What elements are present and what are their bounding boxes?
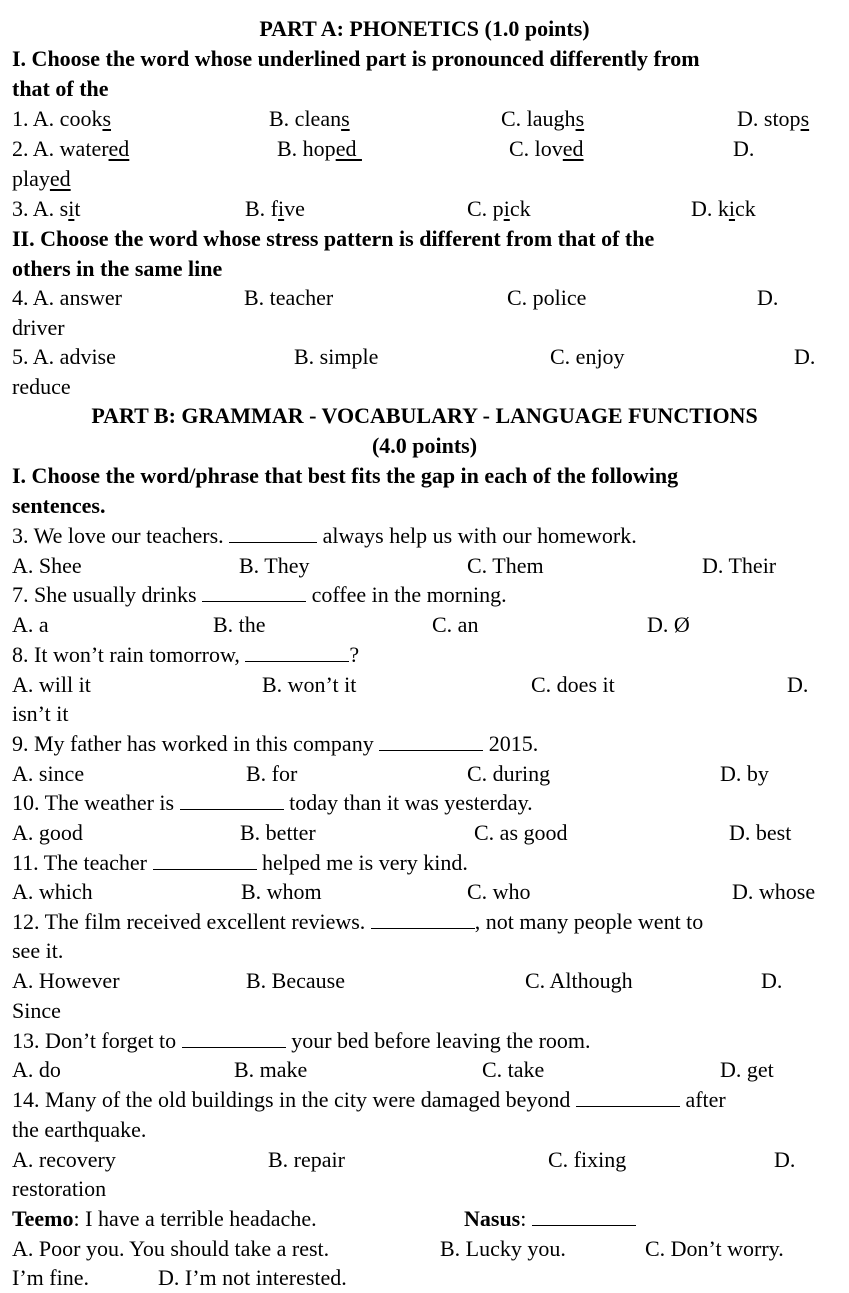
question-7-stem: 7. She usually drinks coffee in the morning. bbox=[12, 582, 507, 607]
q5-option-d[interactable]: D. bbox=[794, 344, 816, 369]
question-11-options bbox=[12, 877, 841, 907]
q9-option-a[interactable]: A. since bbox=[12, 761, 85, 786]
q5-option-d-cont: reduce bbox=[12, 374, 71, 399]
answer-gap[interactable] bbox=[245, 641, 349, 662]
q15-option-c-cont: I’m fine. bbox=[12, 1265, 89, 1290]
answer-gap[interactable] bbox=[371, 908, 475, 929]
answer-gap[interactable] bbox=[576, 1086, 680, 1107]
q7-option-a[interactable]: A. a bbox=[12, 612, 49, 637]
q7-option-b[interactable]: B. the bbox=[213, 612, 266, 637]
q1-option-c[interactable]: C. laughs bbox=[501, 106, 585, 131]
answer-gap[interactable] bbox=[153, 849, 257, 870]
question-15-stem bbox=[12, 1204, 841, 1234]
part-b-section1-instruction: I. Choose the word/phrase that best fits the gap in each of the following bbox=[12, 463, 679, 488]
q2-option-b[interactable]: B. hoped bbox=[277, 136, 362, 161]
q2-option-a[interactable]: 2. A. watered bbox=[12, 136, 130, 161]
q10-option-b[interactable]: B. better bbox=[240, 820, 316, 845]
q14-option-d[interactable]: D. bbox=[774, 1147, 796, 1172]
question-7-options bbox=[12, 610, 841, 640]
q11-option-c[interactable]: C. who bbox=[467, 879, 531, 904]
q11-option-b[interactable]: B. whom bbox=[241, 879, 322, 904]
q8-option-a[interactable]: A. will it bbox=[12, 672, 91, 697]
part-b-section1-instruction-cont: sentences. bbox=[12, 493, 106, 518]
question-6-stem: 3. We love our teachers. always help us with our homework. bbox=[12, 523, 637, 548]
question-14-stem-cont: the earthquake. bbox=[12, 1117, 147, 1142]
answer-gap[interactable] bbox=[180, 789, 284, 810]
q14-option-a[interactable]: A. recovery bbox=[12, 1147, 116, 1172]
question-12-options bbox=[12, 966, 841, 996]
question-15-options-cont bbox=[12, 1263, 841, 1293]
speaker-teemo: Teemo bbox=[12, 1206, 74, 1231]
q1-option-a[interactable]: 1. A. cooks bbox=[12, 106, 112, 131]
q14-option-d-cont: restoration bbox=[12, 1176, 107, 1201]
question-8-stem: 8. It won’t rain tomorrow, ? bbox=[12, 642, 360, 667]
q15-option-d[interactable]: D. I’m not interested. bbox=[158, 1265, 347, 1290]
q10-option-a[interactable]: A. good bbox=[12, 820, 83, 845]
q13-option-a[interactable]: A. do bbox=[12, 1057, 61, 1082]
question-12-stem: 12. The film received excellent reviews. , not many people went to bbox=[12, 909, 704, 934]
question-1 bbox=[12, 104, 841, 134]
q4-option-d[interactable]: D. bbox=[757, 285, 779, 310]
part-b-title: PART B: GRAMMAR - VOCABULARY - LANGUAGE FUNCTIONS bbox=[91, 403, 758, 428]
q13-option-c[interactable]: C. take bbox=[482, 1057, 545, 1082]
part-a-section1-instruction: I. Choose the word whose underlined part is pronounced differently from bbox=[12, 46, 700, 71]
part-a-section2-instruction-cont: others in the same line bbox=[12, 256, 223, 281]
q7-option-d[interactable]: D. Ø bbox=[647, 612, 690, 637]
q5-option-a[interactable]: 5. A. advise bbox=[12, 344, 116, 369]
question-14-options bbox=[12, 1145, 841, 1175]
question-2 bbox=[12, 134, 841, 164]
q13-option-b[interactable]: B. make bbox=[234, 1057, 308, 1082]
question-9-stem: 9. My father has worked in this company 2015. bbox=[12, 731, 539, 756]
q7-option-c[interactable]: C. an bbox=[432, 612, 479, 637]
q5-option-c[interactable]: C. enjoy bbox=[550, 344, 625, 369]
q1-option-d[interactable]: D. stops bbox=[737, 106, 810, 131]
q5-option-b[interactable]: B. simple bbox=[294, 344, 379, 369]
q11-option-a[interactable]: A. which bbox=[12, 879, 93, 904]
q4-option-a[interactable]: 4. A. answer bbox=[12, 285, 122, 310]
q3-option-c[interactable]: C. pick bbox=[467, 196, 531, 221]
q3-option-d[interactable]: D. kick bbox=[691, 196, 756, 221]
speaker-nasus: Nasus bbox=[464, 1206, 521, 1231]
q9-option-c[interactable]: C. during bbox=[467, 761, 551, 786]
q4-option-b[interactable]: B. teacher bbox=[244, 285, 334, 310]
q12-option-d-cont: Since bbox=[12, 998, 61, 1023]
q15-line-nasus: Nasus: bbox=[464, 1204, 636, 1234]
q14-option-b[interactable]: B. repair bbox=[268, 1147, 345, 1172]
answer-gap[interactable] bbox=[202, 581, 306, 602]
question-6-options bbox=[12, 551, 841, 581]
question-12-stem-cont: see it. bbox=[12, 938, 64, 963]
q15-option-c[interactable]: C. Don’t worry. bbox=[645, 1236, 784, 1261]
q4-option-c[interactable]: C. police bbox=[507, 285, 587, 310]
q8-option-d-cont: isn’t it bbox=[12, 701, 69, 726]
question-10-options bbox=[12, 818, 841, 848]
q4-option-d-cont: driver bbox=[12, 315, 65, 340]
q6-option-b[interactable]: B. They bbox=[239, 553, 310, 578]
q12-option-b[interactable]: B. Because bbox=[246, 968, 345, 993]
question-15-options bbox=[12, 1234, 841, 1264]
q14-option-c[interactable]: C. fixing bbox=[548, 1147, 627, 1172]
question-13-stem: 13. Don’t forget to your bed before leaving the room. bbox=[12, 1028, 591, 1053]
answer-gap[interactable] bbox=[182, 1027, 286, 1048]
q13-option-d[interactable]: D. get bbox=[720, 1057, 774, 1082]
q2-option-d-cont: played bbox=[12, 166, 71, 191]
question-14-stem: 14. Many of the old buildings in the city were damaged beyond after bbox=[12, 1087, 726, 1112]
q3-option-b[interactable]: B. five bbox=[245, 196, 305, 221]
q12-option-c[interactable]: C. Although bbox=[525, 968, 633, 993]
question-11-stem: 11. The teacher helped me is very kind. bbox=[12, 850, 468, 875]
question-3 bbox=[12, 194, 841, 224]
q15-option-b[interactable]: B. Lucky you. bbox=[440, 1236, 566, 1261]
q8-option-d[interactable]: D. bbox=[787, 672, 809, 697]
q10-option-c[interactable]: C. as good bbox=[474, 820, 568, 845]
part-a-section1-instruction-cont: that of the bbox=[12, 76, 109, 101]
q2-option-c[interactable]: C. loved bbox=[509, 136, 584, 161]
part-a-section2-instruction: II. Choose the word whose stress pattern is different from that of the bbox=[12, 226, 655, 251]
q15-option-a[interactable]: A. Poor you. You should take a rest. bbox=[12, 1236, 330, 1261]
q2-option-d[interactable]: D. bbox=[733, 136, 755, 161]
question-13-options bbox=[12, 1055, 841, 1085]
question-4 bbox=[12, 283, 841, 313]
q8-option-b[interactable]: B. won’t it bbox=[262, 672, 357, 697]
q9-option-b[interactable]: B. for bbox=[246, 761, 298, 786]
q1-option-b[interactable]: B. cleans bbox=[269, 106, 350, 131]
answer-gap[interactable] bbox=[379, 730, 483, 751]
q15-line-teemo: Teemo: I have a terrible headache. bbox=[12, 1206, 317, 1231]
q6-option-d[interactable]: D. Their bbox=[702, 553, 777, 578]
part-a-title: PART A: PHONETICS (1.0 points) bbox=[259, 16, 590, 41]
q12-option-d[interactable]: D. bbox=[761, 968, 783, 993]
q12-option-a[interactable]: A. However bbox=[12, 968, 120, 993]
question-9-options bbox=[12, 759, 841, 789]
answer-gap[interactable] bbox=[229, 522, 317, 543]
q9-option-d[interactable]: D. by bbox=[720, 761, 769, 786]
answer-gap[interactable] bbox=[532, 1205, 636, 1226]
q6-option-a[interactable]: A. Shee bbox=[12, 553, 82, 578]
question-5 bbox=[12, 342, 841, 372]
q8-option-c[interactable]: C. does it bbox=[531, 672, 615, 697]
q11-option-d[interactable]: D. whose bbox=[732, 879, 816, 904]
part-b-points: (4.0 points) bbox=[371, 433, 478, 458]
q3-option-a[interactable]: 3. A. sit bbox=[12, 196, 81, 221]
q10-option-d[interactable]: D. best bbox=[729, 820, 792, 845]
q6-option-c[interactable]: C. Them bbox=[467, 553, 544, 578]
question-10-stem: 10. The weather is today than it was yesterday. bbox=[12, 790, 533, 815]
question-8-options bbox=[12, 670, 841, 700]
